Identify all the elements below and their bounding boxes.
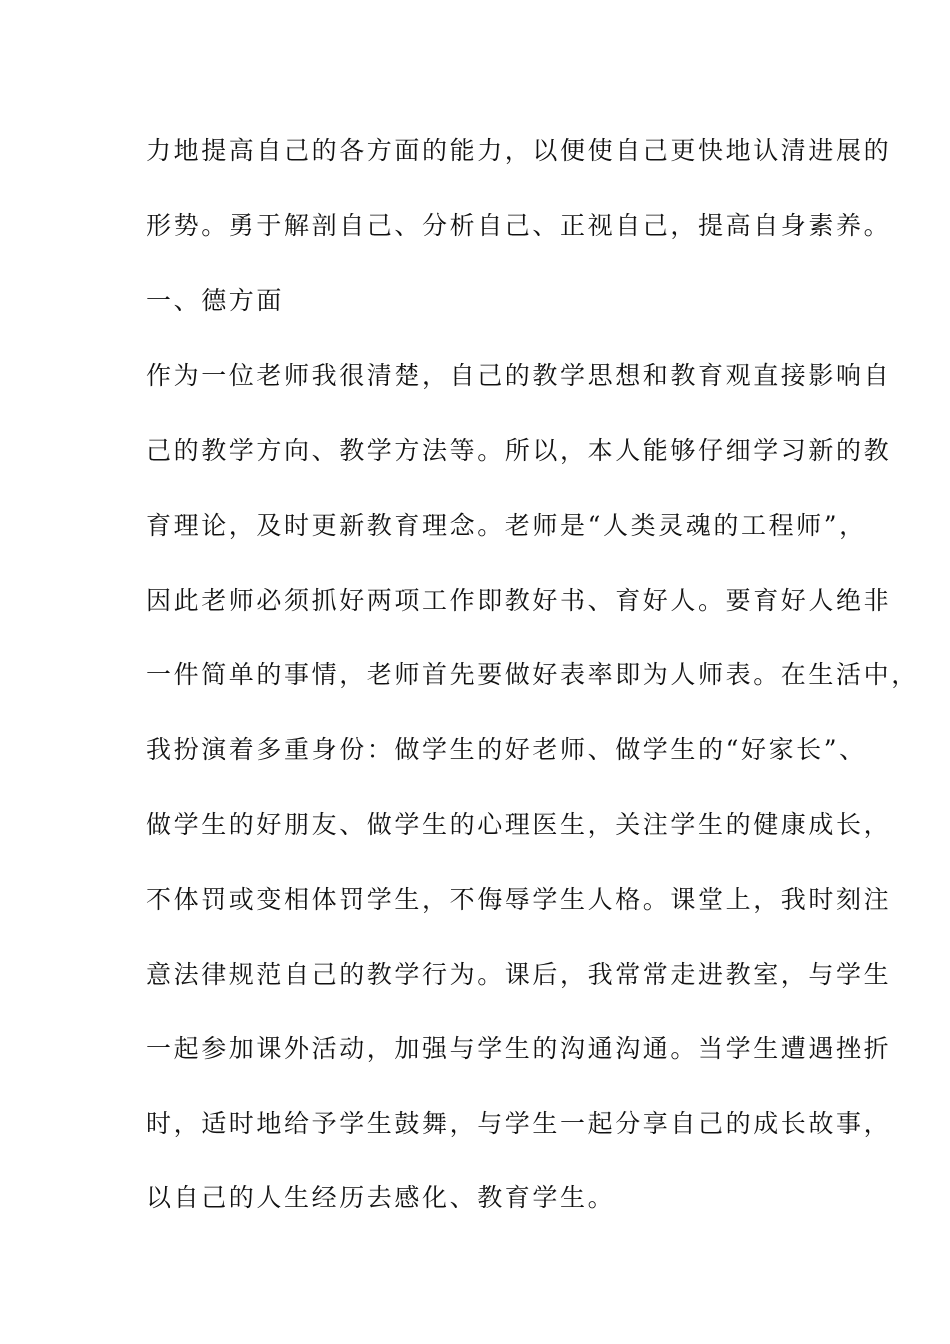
text-line-2: 形势。勇于解剖自己、分析自己、正视自己，提高自身素养。	[146, 211, 892, 240]
text-line-10: 做学生的好朋友、做学生的心理医生，关注学生的健康成长，	[146, 810, 892, 839]
text-line-4: 作为一位老师我很清楚，自己的教学思想和教育观直接影响自	[146, 361, 892, 390]
text-line-7: 因此老师必须抓好两项工作即教好书、育好人。要育好人绝非	[146, 586, 892, 615]
section-heading-morality: 一、德方面	[146, 286, 285, 315]
text-line-13: 一起参加课外活动，加强与学生的沟通沟通。当学生遭遇挫折	[146, 1034, 892, 1063]
text-line-9: 我扮演着多重身份：做学生的好老师、做学生的“好家长”、	[146, 735, 867, 764]
text-line-5: 己的教学方向、教学方法等。所以，本人能够仔细学习新的教	[146, 436, 892, 465]
text-line-15: 以自己的人生经历去感化、教育学生。	[146, 1183, 616, 1212]
text-line-11: 不体罚或变相体罚学生，不侮辱学生人格。课堂上，我时刻注	[146, 885, 892, 914]
text-line-12: 意法律规范自己的教学行为。课后，我常常走进教室，与学生	[146, 960, 892, 989]
text-line-1: 力地提高自己的各方面的能力，以便使自己更快地认清进展的	[146, 136, 892, 165]
text-line-8: 一件简单的事情，老师首先要做好表率即为人师表。在生活中，	[146, 660, 919, 689]
text-line-6: 育理论，及时更新教育理念。老师是“人类灵魂的工程师”，	[146, 511, 867, 540]
text-line-14: 时，适时地给予学生鼓舞，与学生一起分享自己的成长故事，	[146, 1109, 892, 1138]
